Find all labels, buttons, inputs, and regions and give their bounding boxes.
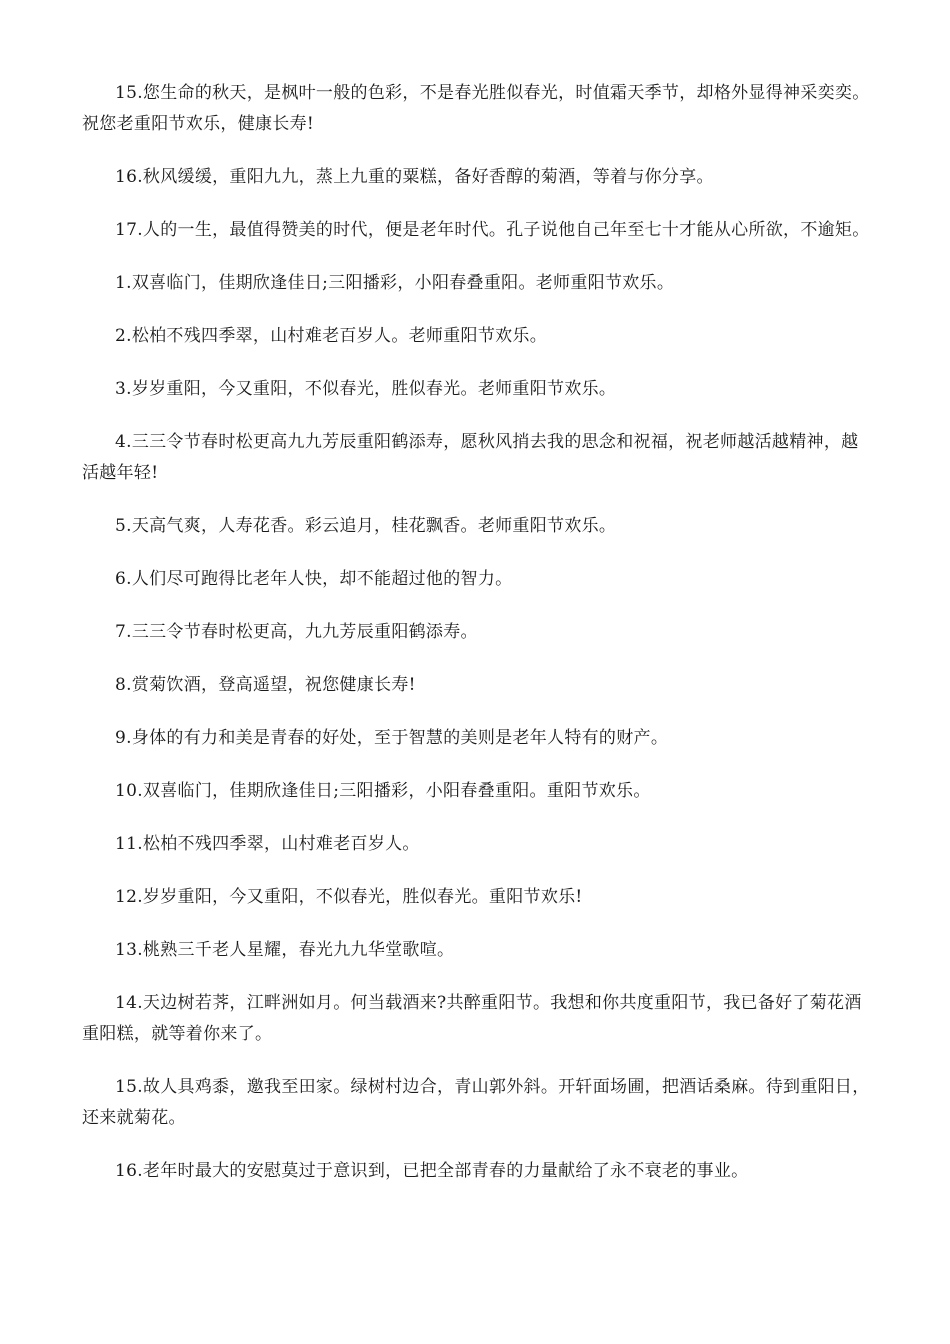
paragraph: 10.双喜临门，佳期欣逢佳日;三阳播彩，小阳春叠重阳。重阳节欢乐。 (115, 781, 651, 801)
paragraph: 8.赏菊饮酒，登高遥望，祝您健康长寿! (115, 675, 416, 695)
paragraph: 16.秋风缓缓，重阳九九，蒸上九重的粟糕，备好香醇的菊酒，等着与你分享。 (115, 167, 714, 187)
paragraph: 7.三三令节春时松更高，九九芳辰重阳鹤添寿。 (115, 622, 478, 642)
paragraph: 9.身体的有力和美是青春的好处，至于智慧的美则是老年人特有的财产。 (115, 728, 669, 748)
paragraph: 13.桃熟三千老人星耀，春光九九华堂歌喧。 (115, 940, 455, 960)
paragraph: 15.故人具鸡黍，邀我至田家。绿树村边合，青山郭外斜。开轩面场圃，把酒话桑麻。待到重阳日，还来就菊花。 (82, 1077, 870, 1128)
paragraph: 5.天高气爽，人寿花香。彩云追月，桂花飘香。老师重阳节欢乐。 (115, 516, 617, 536)
paragraph: 4.三三令节春时松更高九九芳辰重阳鹤添寿，愿秋风捎去我的思念和祝福，祝老师越活越精神，越活越年轻! (82, 432, 859, 483)
paragraph: 3.岁岁重阳，今又重阳，不似春光，胜似春光。老师重阳节欢乐。 (115, 379, 617, 399)
paragraph: 15.您生命的秋天，是枫叶一般的色彩，不是春光胜似春光，时值霜天季节，却格外显得神采奕奕。祝您老重阳节欢乐，健康长寿! (82, 83, 870, 134)
paragraph: 6.人们尽可跑得比老年人快，却不能超过他的智力。 (115, 569, 513, 589)
paragraph: 1.双喜临门，佳期欣逢佳日;三阳播彩，小阳春叠重阳。老师重阳节欢乐。 (115, 273, 675, 293)
paragraph: 2.松柏不残四季翠，山村难老百岁人。老师重阳节欢乐。 (115, 326, 548, 346)
paragraph: 11.松柏不残四季翠，山村难老百岁人。 (115, 834, 420, 854)
paragraph: 16.老年时最大的安慰莫过于意识到，已把全部青春的力量献给了永不衰老的事业。 (115, 1161, 749, 1181)
document-page (82, 78, 872, 1209)
paragraph: 17.人的一生，最值得赞美的时代，便是老年时代。孔子说他自己年至七十才能从心所欲，不逾矩。 (115, 220, 870, 240)
paragraph: 12.岁岁重阳，今又重阳，不似春光，胜似春光。重阳节欢乐! (115, 887, 583, 907)
paragraph: 14.天边树若荠，江畔洲如月。何当载酒来?共醉重阳节。我想和你共度重阳节，我已备好了菊花酒重阳糕，就等着你来了。 (82, 993, 862, 1044)
